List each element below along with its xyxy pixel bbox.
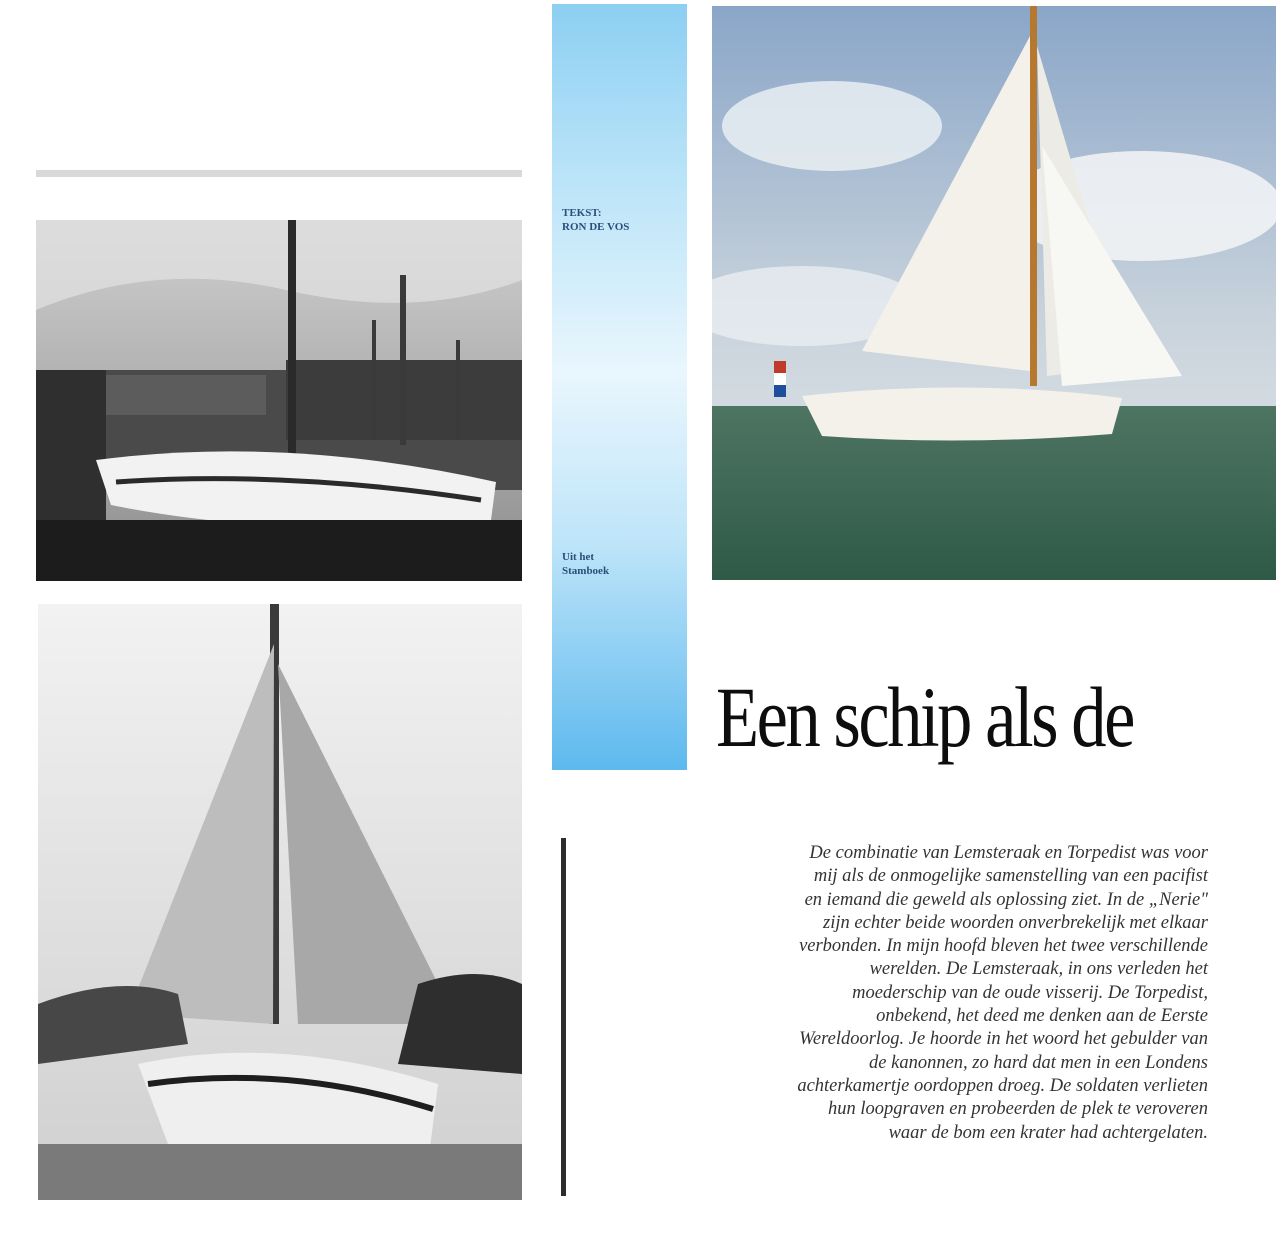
intro-line: achterkamertje oordoppen droeg. De soldaten verlieten — [797, 1075, 1208, 1096]
intro-line: De combinatie van Lemsteraak en Torpedist was voor — [809, 843, 1208, 863]
credit-author: RON DE VOS — [562, 221, 630, 233]
intro-line: verbonden. In mijn hoofd bleven het twee verschillende — [799, 936, 1208, 957]
harbor-photo — [36, 220, 522, 581]
source-credit — [562, 550, 680, 578]
intro-line: moederschip van de oude visserij. De Torpedist, — [852, 982, 1208, 1003]
top-rule — [36, 170, 522, 177]
intro-line: en iemand die geweld als oplossing ziet. In de „Nerie" — [804, 889, 1208, 910]
intro-line: zijn echter beide woorden onverbrekelijk met elkaar — [823, 912, 1208, 933]
blue-sidebar-band — [552, 4, 687, 770]
headline: Een schip als de — [716, 669, 1133, 765]
intro-paragraph — [600, 842, 1208, 1145]
intro-vertical-rule — [561, 838, 566, 1196]
intro-line: Wereldoorlog. Je hoorde in het woord het gebulder van — [799, 1029, 1208, 1050]
intro-line: mij als de onmogelijke samenstelling van een pacifist — [813, 866, 1208, 887]
color-sailing-photo — [712, 6, 1276, 580]
source-label: Uit het — [562, 551, 595, 563]
intro-line: onbekend, het deed me denken aan de Eerste — [876, 1006, 1208, 1027]
intro-line: waar de bom een krater had achtergelaten. — [888, 1122, 1208, 1143]
intro-line: de kanonnen, zo hard dat men in een Londens — [869, 1052, 1208, 1073]
intro-line: hun loopgraven en probeerden de plek te veroveren — [828, 1099, 1208, 1120]
intro-line: werelden. De Lemsteraak, in ons verleden het — [869, 959, 1208, 980]
credit-label: TEKST: — [562, 207, 602, 219]
bw-sailing-photo — [38, 604, 522, 1200]
author-credit — [562, 206, 680, 234]
source-name: Stamboek — [562, 565, 610, 577]
